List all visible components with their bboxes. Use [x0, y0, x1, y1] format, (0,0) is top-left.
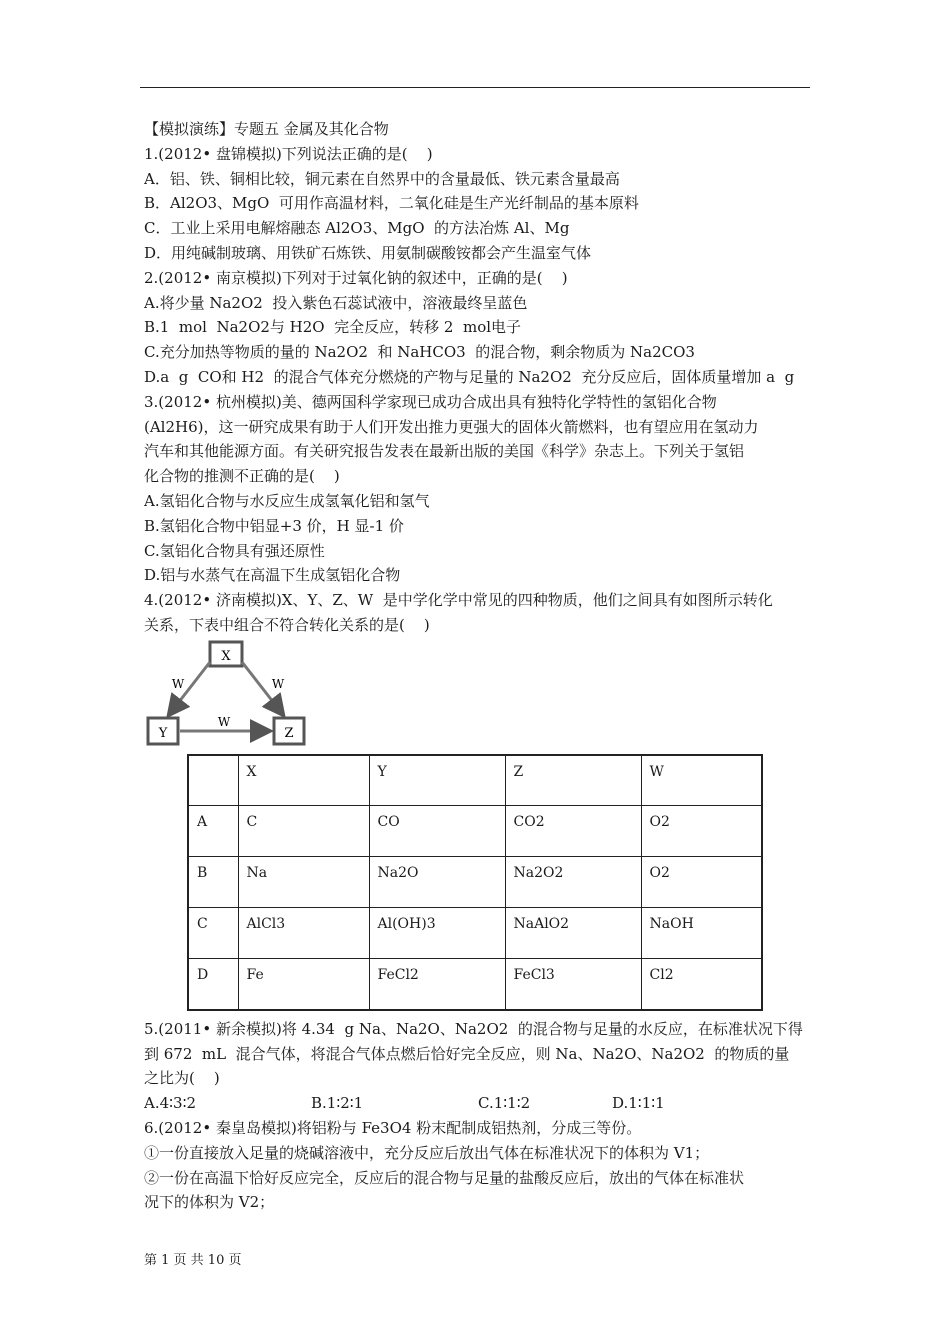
- header-rule: [140, 87, 810, 88]
- table-cell: O2: [641, 857, 762, 908]
- label-z: Z: [284, 725, 294, 741]
- label-w-left: W: [171, 676, 185, 691]
- question-5: [144, 1017, 812, 1116]
- table-header-cell: Z: [505, 755, 641, 806]
- table-cell: C: [188, 908, 238, 959]
- table-cell: NaAlO2: [505, 908, 641, 959]
- table-cell: FeCl3: [505, 959, 641, 1010]
- table-cell: CO: [369, 806, 505, 857]
- option-d: D.1∶1∶1: [612, 1094, 665, 1113]
- question-2: [144, 266, 812, 390]
- page-footer: 第 1 页 共 10 页: [144, 1253, 242, 1268]
- table-header-cell: W: [641, 755, 762, 806]
- table-header-cell: X: [238, 755, 369, 806]
- question-stem-line: 关系，下表中组合不符合转化关系的是( ): [144, 615, 430, 634]
- option-c: C.1∶1∶2: [478, 1094, 531, 1113]
- question-stem-line: (Al2H6)，这一研究成果有助于人们开发出推力更强大的固体火箭燃料，也有望应用在氢动力: [144, 417, 759, 436]
- table-header-cell: Y: [369, 755, 505, 806]
- table-cell: NaOH: [641, 908, 762, 959]
- document-body: [144, 117, 812, 1215]
- table-cell: Fe: [238, 959, 369, 1010]
- section-title: 【模拟演练】专题五 金属及其化合物: [144, 120, 389, 138]
- question-line: ②一份在高温下恰好反应完全，反应后的混合物与足量的盐酸反应后，放出的气体在标准状: [144, 1168, 745, 1187]
- table-header-row: [188, 755, 762, 806]
- table-row: [188, 857, 762, 908]
- table-cell: D: [188, 959, 238, 1010]
- option-a: A．铝、铁、铜相比较，铜元素在自然界中的含量最低、铁元素含量最高: [144, 169, 620, 188]
- table-cell: FeCl2: [369, 959, 505, 1010]
- label-w-right: W: [271, 676, 285, 691]
- question-stem-line: 4.(2012• 济南模拟)X、Y、Z、W 是中学化学中常见的四种物质，他们之间具有如图所示转化: [144, 591, 773, 610]
- table-row: [188, 806, 762, 857]
- question-stem: 6.(2012• 秦皇岛模拟)将铝粉与 Fe3O4 粉末配制成铝热剂，分成三等份。: [144, 1118, 642, 1137]
- option-c: C.氢铝化合物具有强还原性: [144, 541, 325, 560]
- table-cell: CO2: [505, 806, 641, 857]
- options-row: [144, 1091, 812, 1116]
- option-b: B.1∶2∶1: [311, 1094, 364, 1113]
- label-y: Y: [158, 725, 168, 741]
- label-w-bottom: W: [217, 714, 231, 729]
- question-line: 况下的体积为 V2；: [144, 1193, 275, 1212]
- question-4: [144, 588, 812, 1011]
- option-a: A.将少量 Na2O2 投入紫色石蕊试液中，溶液最终呈蓝色: [144, 293, 528, 312]
- table-cell: Na2O2: [505, 857, 641, 908]
- option-c: C．工业上采用电解熔融态 Al2O3、MgO 的方法冶炼 Al、Mg: [144, 219, 570, 238]
- question-stem-line: 化合物的推测不正确的是( ): [144, 467, 340, 486]
- question-stem-line: 3.(2012• 杭州模拟)美、德两国科学家现已成功合成出具有独特化学特性的氢铝化合物: [144, 392, 717, 411]
- conversion-diagram-svg: [144, 640, 324, 750]
- table-cell: Na: [238, 857, 369, 908]
- combination-table: [187, 754, 763, 1011]
- question-3: [144, 390, 812, 588]
- question-stem-line: 5.(2011• 新余模拟)将 4.34 g Na、Na2O、Na2O2 的混合物与足量的水反应，在标准状况下得: [144, 1019, 803, 1038]
- option-d: D.铝与水蒸气在高温下生成氢铝化合物: [144, 566, 401, 585]
- question-stem: 1.(2012• 盘锦模拟)下列说法正确的是( ): [144, 144, 433, 163]
- conversion-diagram: [144, 640, 812, 750]
- option-b: B.1 mol Na2O2与 H2O 完全反应，转移 2 mol电子: [144, 318, 522, 337]
- question-stem-line: 汽车和其他能源方面。有关研究报告发表在最新出版的美国《科学》杂志上。下列关于氢铝: [144, 442, 745, 461]
- option-b: B．Al2O3、MgO 可用作高温材料，二氧化硅是生产光纤制品的基本原料: [144, 194, 639, 213]
- table-row: [188, 908, 762, 959]
- table-cell: AlCl3: [238, 908, 369, 959]
- option-c: C.充分加热等物质的量的 Na2O2 和 NaHCO3 的混合物，剩余物质为 Na2CO3: [144, 343, 695, 362]
- option-d: D．用纯碱制玻璃、用铁矿石炼铁、用氨制碳酸铵都会产生温室气体: [144, 243, 592, 262]
- table-cell: Cl2: [641, 959, 762, 1010]
- table-cell: Al(OH)3: [369, 908, 505, 959]
- option-a: A.4∶3∶2: [144, 1094, 197, 1113]
- option-d: D.a g CO和 H2 的混合气体充分燃烧的产物与足量的 Na2O2 充分反应后，固体质量增加 a g: [144, 367, 795, 386]
- question-line: ①一份直接放入足量的烧碱溶液中，充分反应后放出气体在标准状况下的体积为 V1；: [144, 1143, 710, 1162]
- question-6: [144, 1116, 812, 1215]
- table-row: [188, 959, 762, 1010]
- question-stem-line: 到 672 mL 混合气体，将混合气体点燃后恰好完全反应，则 Na、Na2O、Na2O2 的物质的量: [144, 1044, 790, 1063]
- question-stem-line: 之比为( ): [144, 1069, 220, 1088]
- question-1: [144, 142, 812, 266]
- table-cell: A: [188, 806, 238, 857]
- label-x: X: [221, 648, 231, 664]
- table-cell: Na2O: [369, 857, 505, 908]
- question-stem: 2.(2012• 南京模拟)下列对于过氧化钠的叙述中，正确的是( ): [144, 268, 568, 287]
- table-cell: C: [238, 806, 369, 857]
- table-header-cell: [188, 755, 238, 806]
- table-cell: O2: [641, 806, 762, 857]
- option-a: A.氢铝化合物与水反应生成氢氧化铝和氢气: [144, 491, 430, 510]
- option-b: B.氢铝化合物中铝显+3 价，H 显-1 价: [144, 516, 404, 535]
- table-cell: B: [188, 857, 238, 908]
